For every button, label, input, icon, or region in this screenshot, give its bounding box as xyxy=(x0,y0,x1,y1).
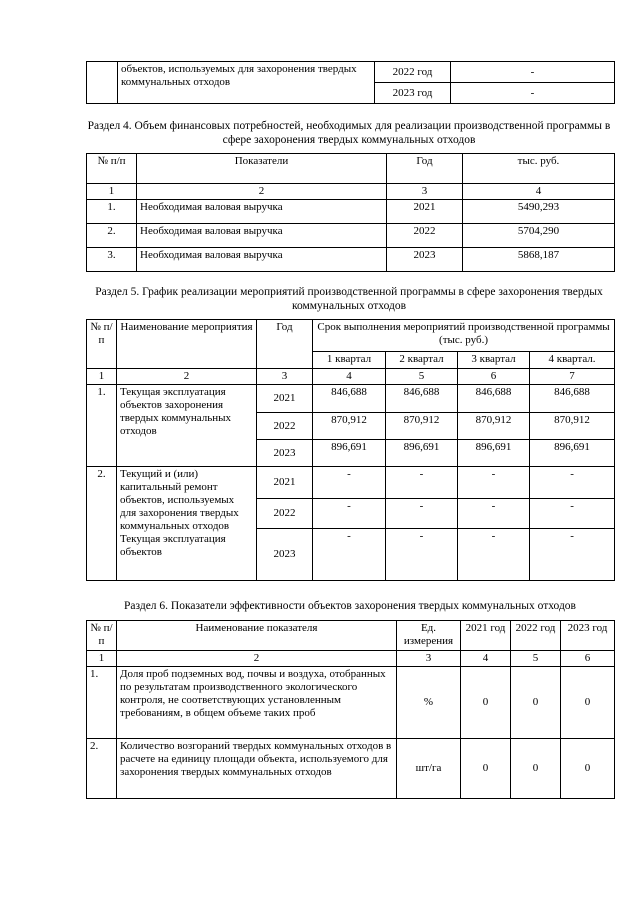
header-cell: № п/п xyxy=(87,621,117,651)
header-cell: 2021 год xyxy=(461,621,511,651)
quarter-value: - xyxy=(386,529,458,581)
quarter-value: - xyxy=(313,499,386,529)
quarter-header: 2 квартал xyxy=(386,352,458,369)
row-year: 2023 xyxy=(257,440,313,467)
table-row xyxy=(87,248,615,272)
top-object-text: объектов, используемых для захоронения твердых коммунальных отходов xyxy=(118,62,375,104)
table-row xyxy=(87,739,615,799)
top-value: - xyxy=(451,83,615,104)
row-value: 0 xyxy=(561,667,615,739)
row-year: 2023 xyxy=(387,248,463,272)
row-number: 1. xyxy=(87,667,117,739)
column-number: 3 xyxy=(387,184,463,200)
row-value: 0 xyxy=(461,667,511,739)
quarter-value: 870,912 xyxy=(530,413,615,440)
column-number: 7 xyxy=(530,369,615,385)
column-number: 3 xyxy=(257,369,313,385)
quarter-value: - xyxy=(386,467,458,499)
quarter-value: - xyxy=(458,467,530,499)
quarter-value: - xyxy=(530,529,615,581)
header-cell: Наименование мероприятия xyxy=(117,320,257,369)
quarter-header: 3 квартал xyxy=(458,352,530,369)
row-name: Необходимая валовая выручка xyxy=(137,224,387,248)
quarter-value: - xyxy=(386,499,458,529)
header-cell: тыс. руб. xyxy=(463,154,615,184)
quarter-header: 1 квартал xyxy=(313,352,386,369)
quarter-value: 870,912 xyxy=(386,413,458,440)
row-number: 2. xyxy=(87,224,137,248)
section6-title: Раздел 6. Показатели эффективности объектов захоронения твердых коммунальных отходов xyxy=(124,600,576,612)
row-year: 2022 xyxy=(257,413,313,440)
row-name: Текущая эксплуатация объектов захоронения твердых коммунальных отходов xyxy=(117,385,257,467)
section4-table xyxy=(86,153,615,272)
column-number: 1 xyxy=(87,184,137,200)
row-name: Необходимая валовая выручка xyxy=(137,248,387,272)
column-number: 4 xyxy=(463,184,615,200)
row-year: 2021 xyxy=(257,385,313,413)
header-cell: Наименование показателя xyxy=(117,621,397,651)
top-table xyxy=(86,61,615,104)
row-sum: 5868,187 xyxy=(463,248,615,272)
quarter-value: - xyxy=(530,499,615,529)
row-name: Необходимая валовая выручка xyxy=(137,200,387,224)
row-year: 2021 xyxy=(257,467,313,499)
row-name: Текущий и (или) капитальный ремонт объектов, используемых для захоронения твердых коммунальных отходов Текущая эксплуатация объектов xyxy=(117,467,257,581)
quarter-value: - xyxy=(458,529,530,581)
column-number: 6 xyxy=(561,651,615,667)
table-row xyxy=(87,200,615,224)
section5-title: Раздел 5. График реализации мероприятий производственной программы в сфере захоронения твердых коммунальных отходов xyxy=(95,286,603,312)
table-row xyxy=(87,385,615,413)
row-number: 3. xyxy=(87,248,137,272)
quarter-value: 870,912 xyxy=(458,413,530,440)
column-number: 2 xyxy=(117,369,257,385)
quarter-value: 896,691 xyxy=(386,440,458,467)
quarter-value: - xyxy=(530,467,615,499)
column-number: 5 xyxy=(386,369,458,385)
column-number: 3 xyxy=(397,651,461,667)
row-year: 2021 xyxy=(387,200,463,224)
table-row xyxy=(87,224,615,248)
quarter-value: 896,691 xyxy=(458,440,530,467)
table-row xyxy=(87,467,615,499)
row-sum: 5704,290 xyxy=(463,224,615,248)
header-cell: Год xyxy=(387,154,463,184)
column-number: 4 xyxy=(313,369,386,385)
row-number: 1. xyxy=(87,200,137,224)
row-value: 0 xyxy=(561,739,615,799)
top-year: 2022 год xyxy=(375,62,451,83)
quarter-value: 846,688 xyxy=(458,385,530,413)
quarter-header: 4 квартал. xyxy=(530,352,615,369)
table-row xyxy=(87,667,615,739)
row-number: 2. xyxy=(87,467,117,581)
row-name: Количество возгораний твердых коммунальных отходов в расчете на единицу площади объекта, используемого для захоронения твердых коммунальных отходов xyxy=(117,739,397,799)
quarter-value: 846,688 xyxy=(313,385,386,413)
top-value: - xyxy=(451,62,615,83)
header-cell: № п/п xyxy=(87,320,117,369)
section4-title: Раздел 4. Объем финансовых потребностей, необходимых для реализации производственной программы в сфере захоронения твердых коммунальных отходов xyxy=(87,120,611,146)
row-year: 2022 xyxy=(387,224,463,248)
section5-table xyxy=(86,319,615,581)
row-value: 0 xyxy=(461,739,511,799)
quarter-value: 846,688 xyxy=(530,385,615,413)
column-number: 1 xyxy=(87,651,117,667)
section6-table xyxy=(86,620,615,799)
row-sum: 5490,293 xyxy=(463,200,615,224)
column-number: 2 xyxy=(117,651,397,667)
column-number: 5 xyxy=(511,651,561,667)
row-unit: шт/га xyxy=(397,739,461,799)
column-number: 6 xyxy=(458,369,530,385)
header-cell: Показатели xyxy=(137,154,387,184)
quarter-value: 870,912 xyxy=(313,413,386,440)
column-number: 2 xyxy=(137,184,387,200)
row-name: Доля проб подземных вод, почвы и воздуха, отобранных по результатам производственного экологического контроля, не соответствующих установленным требованиям, в общем объеме таких проб xyxy=(117,667,397,739)
header-cell: № п/п xyxy=(87,154,137,184)
quarter-value: - xyxy=(458,499,530,529)
header-cell: 2022 год xyxy=(511,621,561,651)
header-cell: Год xyxy=(257,320,313,369)
row-value: 0 xyxy=(511,667,561,739)
header-cell: Ед. измерения xyxy=(397,621,461,651)
header-cell: 2023 год xyxy=(561,621,615,651)
header-cell: Срок выполнения мероприятий производственной программы (тыс. руб.) xyxy=(313,320,615,352)
row-number: 1. xyxy=(87,385,117,467)
column-number: 1 xyxy=(87,369,117,385)
row-year: 2023 xyxy=(257,529,313,581)
row-value: 0 xyxy=(511,739,561,799)
row-year: 2022 xyxy=(257,499,313,529)
row-number: 2. xyxy=(87,739,117,799)
quarter-value: - xyxy=(313,529,386,581)
column-number: 4 xyxy=(461,651,511,667)
quarter-value: - xyxy=(313,467,386,499)
top-year: 2023 год xyxy=(375,83,451,104)
quarter-value: 846,688 xyxy=(386,385,458,413)
quarter-value: 896,691 xyxy=(313,440,386,467)
quarter-value: 896,691 xyxy=(530,440,615,467)
row-unit: % xyxy=(397,667,461,739)
